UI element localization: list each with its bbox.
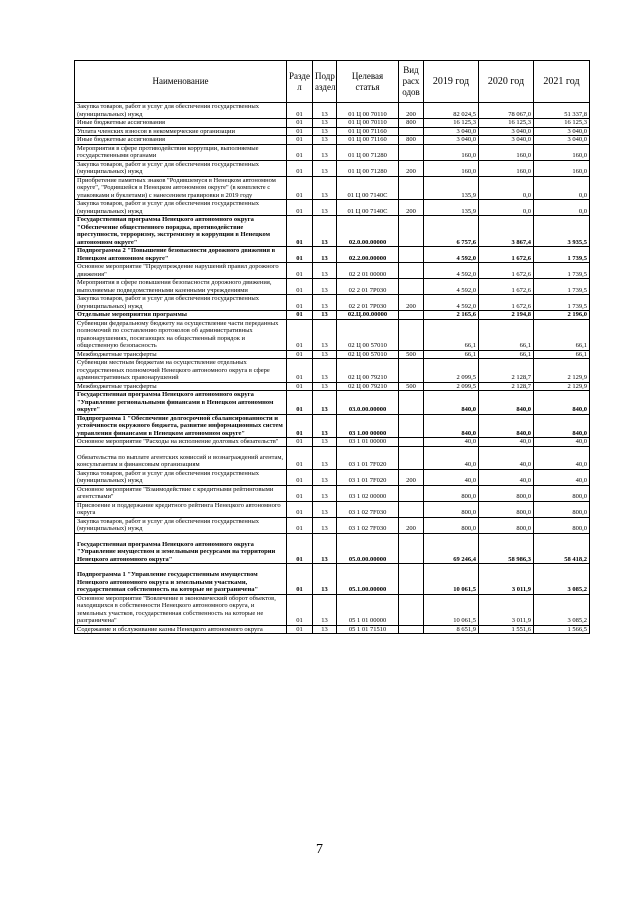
cell-2020: 1 551,6 [479,625,534,634]
page-number: 7 [316,842,323,857]
cell-2021: 40,0 [534,446,590,469]
cell-name: Обязательства по выплате агентских комиссий и вознаграждений агентам, консультантам и финансовым организациям [75,446,287,469]
cell-name: Межбюджетные трансферты [75,350,287,359]
cell-name: Подпрограмма 2 "Повышение безопасности дорожного движения в Ненецком автономном округе" [75,247,287,263]
cell-section: 01 [287,176,313,200]
header-type: Вид расх одов [399,61,424,103]
cell-type [399,311,424,320]
cell-2021: 3 085,2 [534,594,590,625]
cell-2020: 1 672,6 [479,295,534,311]
cell-type: 200 [399,517,424,533]
table-row [75,533,590,564]
cell-type [399,263,424,279]
cell-2020: 1 672,6 [479,279,534,295]
cell-subsection: 13 [313,359,337,383]
cell-name: Основное мероприятие "Взаимодействие с кредитными рейтинговыми агентствами" [75,485,287,501]
cell-2020: 160,0 [479,144,534,160]
cell-name: Субвенции федеральному бюджету на осуществление части переданных полномочий по составлению протоколов об административных правонарушениях, посягающих на общественный порядок и общественную безопасность [75,319,287,350]
cell-subsection: 13 [313,350,337,359]
cell-subsection: 13 [313,469,337,485]
cell-target: 02 Ц 00 79210 [337,382,399,391]
cell-target: 03 1 01 00000 [337,438,399,447]
cell-target: 03 1 01 7F020 [337,469,399,485]
cell-type [399,319,424,350]
cell-2019: 40,0 [424,438,479,447]
cell-2021: 3 040,0 [534,136,590,145]
cell-2019: 40,0 [424,446,479,469]
cell-name: Закупка товаров, работ и услуг для обеспечения государственных (муниципальных) нужд [75,200,287,216]
cell-type [399,391,424,415]
table-row [75,594,590,625]
table-row [75,247,590,263]
cell-2021: 2 196,0 [534,311,590,320]
cell-2021: 3 085,2 [534,564,590,595]
cell-subsection: 13 [313,485,337,501]
table-row [75,127,590,136]
table-row [75,625,590,634]
cell-subsection: 13 [313,263,337,279]
cell-subsection: 13 [313,625,337,634]
cell-2021: 2 129,9 [534,359,590,383]
cell-2019: 10 061,5 [424,594,479,625]
budget-table-container [74,60,589,634]
cell-subsection: 13 [313,144,337,160]
cell-type [399,359,424,383]
cell-subsection: 13 [313,200,337,216]
table-row [75,295,590,311]
cell-2019: 800,0 [424,485,479,501]
cell-2019: 135,9 [424,176,479,200]
cell-target: 01 Ц 00 71280 [337,160,399,176]
cell-2019: 2 099,5 [424,382,479,391]
cell-type [399,438,424,447]
cell-name: Закупка товаров, работ и услуг для обеспечения государственных (муниципальных) нужд [75,103,287,119]
cell-type [399,247,424,263]
cell-2021: 1 739,5 [534,247,590,263]
cell-section: 01 [287,485,313,501]
cell-2021: 160,0 [534,144,590,160]
cell-section: 01 [287,533,313,564]
cell-section: 01 [287,438,313,447]
cell-2019: 2 165,6 [424,311,479,320]
cell-section: 01 [287,594,313,625]
cell-subsection: 13 [313,279,337,295]
table-row [75,119,590,128]
table-row [75,200,590,216]
cell-subsection: 13 [313,414,337,438]
table-row [75,311,590,320]
cell-target: 05 1 01 00000 [337,594,399,625]
cell-2020: 66,1 [479,350,534,359]
cell-type: 200 [399,200,424,216]
cell-section: 01 [287,119,313,128]
cell-section: 01 [287,469,313,485]
cell-target: 02 Ц 00 57010 [337,319,399,350]
table-row [75,446,590,469]
cell-subsection: 13 [313,446,337,469]
cell-section: 01 [287,359,313,383]
cell-2020: 3 040,0 [479,136,534,145]
cell-target: 02 2 01 7Р030 [337,279,399,295]
cell-2019: 135,9 [424,200,479,216]
cell-type: 200 [399,160,424,176]
cell-subsection: 13 [313,136,337,145]
cell-section: 01 [287,446,313,469]
cell-type [399,216,424,247]
cell-2021: 2 129,9 [534,382,590,391]
cell-section: 01 [287,350,313,359]
cell-target: 01 Ц 00 7140С [337,200,399,216]
cell-2019: 69 246,4 [424,533,479,564]
cell-2021: 1 739,5 [534,279,590,295]
cell-name: Мероприятия в сфере повышения безопасности дорожного движения, выполняемые подведомственными казенными учреждениями [75,279,287,295]
header-target: Целевая статья [337,61,399,103]
cell-2019: 66,1 [424,350,479,359]
cell-type [399,533,424,564]
cell-2020: 2 128,7 [479,359,534,383]
cell-section: 01 [287,311,313,320]
cell-name: Иные бюджетные ассигнования [75,136,287,145]
cell-subsection: 13 [313,216,337,247]
cell-subsection: 13 [313,103,337,119]
cell-section: 01 [287,160,313,176]
cell-2021: 800,0 [534,517,590,533]
cell-2020: 78 067,0 [479,103,534,119]
cell-2020: 40,0 [479,469,534,485]
cell-section: 01 [287,263,313,279]
cell-type: 200 [399,103,424,119]
cell-name: Содержание и обслуживание казны Ненецкого автономного округа [75,625,287,634]
cell-2021: 1 566,5 [534,625,590,634]
cell-2020: 840,0 [479,391,534,415]
table-row [75,176,590,200]
table-row [75,103,590,119]
cell-name: Основное мероприятие "Предупреждение нарушений правил дорожного движения" [75,263,287,279]
cell-section: 01 [287,564,313,595]
cell-type: 500 [399,382,424,391]
cell-section: 01 [287,127,313,136]
cell-target: 02.Ц.00.00000 [337,311,399,320]
cell-name: Основное мероприятие "Расходы на исполнение долговых обязательств" [75,438,287,447]
cell-2021: 66,1 [534,350,590,359]
table-row [75,160,590,176]
table-row [75,279,590,295]
table-row [75,359,590,383]
cell-2019: 800,0 [424,501,479,517]
cell-target: 03.0.00.00000 [337,391,399,415]
cell-2020: 16 125,3 [479,119,534,128]
cell-target: 05 1 01 71510 [337,625,399,634]
cell-section: 01 [287,279,313,295]
cell-name: Основное мероприятие "Вовлечение в экономический оборот объектов, находящихся в собственности Ненецкого автономного округа, и земельных участков, государственная собственность на которые не разграничена" [75,594,287,625]
cell-name: Иные бюджетные ассигнования [75,119,287,128]
cell-section: 01 [287,501,313,517]
cell-subsection: 13 [313,382,337,391]
cell-subsection: 13 [313,564,337,595]
cell-2019: 160,0 [424,160,479,176]
cell-subsection: 13 [313,311,337,320]
cell-2019: 8 651,9 [424,625,479,634]
cell-type [399,144,424,160]
cell-subsection: 13 [313,119,337,128]
table-body [75,103,590,634]
cell-2020: 40,0 [479,438,534,447]
cell-subsection: 13 [313,160,337,176]
header-2019: 2019 год [424,61,479,103]
cell-2019: 66,1 [424,319,479,350]
cell-type [399,127,424,136]
cell-type [399,176,424,200]
cell-2021: 840,0 [534,414,590,438]
cell-type [399,279,424,295]
table-row [75,564,590,595]
table-row [75,144,590,160]
cell-subsection: 13 [313,127,337,136]
cell-2019: 2 099,5 [424,359,479,383]
cell-type [399,485,424,501]
cell-2020: 160,0 [479,160,534,176]
cell-2021: 840,0 [534,391,590,415]
cell-type [399,501,424,517]
cell-target: 02.2.00.00000 [337,247,399,263]
cell-2021: 0,0 [534,200,590,216]
cell-subsection: 13 [313,295,337,311]
cell-2020: 800,0 [479,501,534,517]
cell-2021: 40,0 [534,438,590,447]
cell-section: 01 [287,247,313,263]
cell-subsection: 13 [313,176,337,200]
cell-subsection: 13 [313,533,337,564]
cell-2020: 1 672,6 [479,263,534,279]
cell-type [399,594,424,625]
cell-section: 01 [287,517,313,533]
table-row [75,485,590,501]
cell-2019: 160,0 [424,144,479,160]
cell-name: Подпрограмма 1 "Обеспечение долгосрочной сбалансированности и устойчивости окружного бюджета, развитие информационных систем управления финансами в Ненецком автономном округе" [75,414,287,438]
cell-target: 05.1.00.00000 [337,564,399,595]
cell-name: Межбюджетные трансферты [75,382,287,391]
cell-2019: 800,0 [424,517,479,533]
table-row [75,501,590,517]
cell-2021: 0,0 [534,176,590,200]
cell-name: Присвоение и поддержание кредитного рейтинга Ненецкого автономного округа [75,501,287,517]
cell-2020: 800,0 [479,517,534,533]
cell-name: Государственная программа Ненецкого автономного округа "Управление региональными финансами в Ненецком автономном округе" [75,391,287,415]
cell-2019: 16 125,3 [424,119,479,128]
cell-2020: 2 194,8 [479,311,534,320]
cell-2020: 3 867,4 [479,216,534,247]
cell-subsection: 13 [313,594,337,625]
cell-2019: 4 592,0 [424,247,479,263]
cell-2019: 6 757,6 [424,216,479,247]
cell-section: 01 [287,391,313,415]
table-row [75,350,590,359]
cell-name: Субвенции местным бюджетам на осуществление отдельных государственных полномочий Ненецкого автономного округа в сфере административных правонарушений [75,359,287,383]
cell-type: 800 [399,119,424,128]
header-2020: 2020 год [479,61,534,103]
cell-type: 200 [399,469,424,485]
cell-2020: 40,0 [479,446,534,469]
cell-2021: 51 337,8 [534,103,590,119]
cell-target: 02 Ц 00 79210 [337,359,399,383]
cell-type [399,625,424,634]
cell-2021: 66,1 [534,319,590,350]
cell-2019: 4 592,0 [424,295,479,311]
cell-type [399,564,424,595]
table-header-row [75,61,590,103]
cell-section: 01 [287,103,313,119]
cell-section: 01 [287,216,313,247]
cell-section: 01 [287,625,313,634]
cell-name: Закупка товаров, работ и услуг для обеспечения государственных (муниципальных) нужд [75,469,287,485]
table-row [75,414,590,438]
cell-target: 01 Ц 00 7140С [337,176,399,200]
cell-name: Закупка товаров, работ и услуг для обеспечения государственных (муниципальных) нужд [75,160,287,176]
cell-section: 01 [287,295,313,311]
cell-target: 01 Ц 00 71160 [337,136,399,145]
header-name: Наименование [75,61,287,103]
cell-name: Государственная программа Ненецкого автономного округа "Обеспечение общественного порядка, противодействие преступности, терроризму, экстремизму и коррупции в Ненецком автономном округе" [75,216,287,247]
cell-2021: 800,0 [534,485,590,501]
header-subsection: Подр аздел [313,61,337,103]
cell-target: 03 1 02 7F030 [337,501,399,517]
header-section: Разде л [287,61,313,103]
cell-2020: 840,0 [479,414,534,438]
table-row [75,382,590,391]
cell-target: 01 Ц 00 70110 [337,103,399,119]
table-row [75,319,590,350]
cell-2020: 58 986,3 [479,533,534,564]
cell-target: 01 Ц 00 71160 [337,127,399,136]
cell-section: 01 [287,136,313,145]
cell-subsection: 13 [313,438,337,447]
cell-name: Мероприятия в сфере противодействия коррупции, выполняемые государственными органами [75,144,287,160]
cell-target: 01 Ц 00 71280 [337,144,399,160]
cell-subsection: 13 [313,501,337,517]
cell-2019: 840,0 [424,414,479,438]
cell-target: 03 1 02 7F030 [337,517,399,533]
cell-section: 01 [287,414,313,438]
cell-2019: 4 592,0 [424,279,479,295]
cell-2021: 160,0 [534,160,590,176]
cell-target: 02 2 01 7Р030 [337,295,399,311]
cell-2021: 3 040,0 [534,127,590,136]
cell-2020: 800,0 [479,485,534,501]
cell-target: 05.0.00.00000 [337,533,399,564]
header-2021: 2021 год [534,61,590,103]
cell-type: 200 [399,295,424,311]
cell-2019: 4 592,0 [424,263,479,279]
cell-2019: 40,0 [424,469,479,485]
cell-2021: 40,0 [534,469,590,485]
cell-name: Закупка товаров, работ и услуг для обеспечения государственных (муниципальных) нужд [75,517,287,533]
cell-target: 03 1 01 7F020 [337,446,399,469]
cell-2019: 82 024,5 [424,103,479,119]
cell-2020: 3 011,9 [479,594,534,625]
cell-type [399,446,424,469]
cell-subsection: 13 [313,517,337,533]
cell-type [399,414,424,438]
cell-2019: 840,0 [424,391,479,415]
table-row [75,517,590,533]
cell-name: Приобретение памятных знаков "Родившемуся в Ненецком автономном округе", "Родившейся в Ненецком автономном округе" (в комплекте с упаковками и буклетами) с нанесением гравировки в 2019 году [75,176,287,200]
table-row [75,136,590,145]
cell-target: 02 Ц 00 57010 [337,350,399,359]
cell-target: 02 2 01 00000 [337,263,399,279]
cell-2019: 3 040,0 [424,136,479,145]
cell-target: 03 1.00 00000 [337,414,399,438]
cell-2021: 16 125,3 [534,119,590,128]
cell-target: 03 1 02 00000 [337,485,399,501]
table-row [75,263,590,279]
cell-name: Отдельные мероприятия программы [75,311,287,320]
cell-name: Государственная программа Ненецкого автономного округа "Управление имуществом и земельными ресурсами на территории Ненецкого автономного округа" [75,533,287,564]
cell-2020: 0,0 [479,176,534,200]
cell-2020: 0,0 [479,200,534,216]
cell-section: 01 [287,200,313,216]
cell-2021: 800,0 [534,501,590,517]
cell-target: 01 Ц 00 70110 [337,119,399,128]
cell-2020: 2 128,7 [479,382,534,391]
cell-subsection: 13 [313,319,337,350]
cell-section: 01 [287,319,313,350]
cell-2020: 3 011,9 [479,564,534,595]
table-row [75,216,590,247]
budget-table [74,60,590,634]
cell-2020: 1 672,6 [479,247,534,263]
table-row [75,391,590,415]
cell-2019: 10 061,5 [424,564,479,595]
cell-2020: 66,1 [479,319,534,350]
cell-2020: 3 040,0 [479,127,534,136]
table-row [75,469,590,485]
cell-name: Уплата членских взносов в некоммерческие организации [75,127,287,136]
cell-section: 01 [287,382,313,391]
cell-2021: 1 739,5 [534,263,590,279]
cell-2021: 58 418,2 [534,533,590,564]
cell-2021: 3 935,5 [534,216,590,247]
cell-type: 500 [399,350,424,359]
cell-type: 800 [399,136,424,145]
cell-section: 01 [287,144,313,160]
cell-subsection: 13 [313,391,337,415]
cell-name: Закупка товаров, работ и услуг для обеспечения государственных (муниципальных) нужд [75,295,287,311]
cell-name: Подпрограмма 1 "Управление государственным имуществом Ненецкого автономного округа и земельными участками, государственная собственность на которые не разграничена" [75,564,287,595]
cell-2021: 1 739,5 [534,295,590,311]
table-row [75,438,590,447]
cell-target: 02.0.00.00000 [337,216,399,247]
cell-2019: 3 040,0 [424,127,479,136]
cell-subsection: 13 [313,247,337,263]
